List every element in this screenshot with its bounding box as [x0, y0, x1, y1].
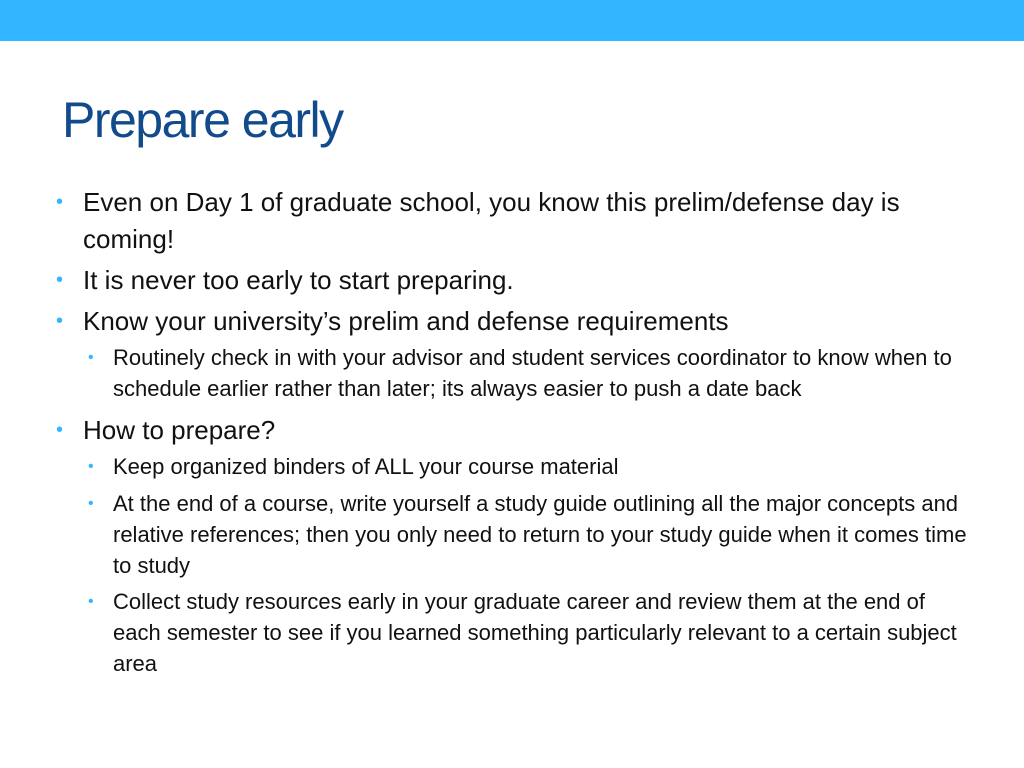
bullet-text: It is never too early to start preparing. [83, 265, 514, 295]
bullet-item [56, 262, 976, 299]
bullet-text: Even on Day 1 of graduate school, you know this prelim/defense day is coming! [83, 187, 900, 254]
bullet-item [56, 303, 976, 340]
bullet-dot-icon: • [56, 419, 64, 441]
sub-bullet-text: At the end of a course, write yourself a study guide outlining all the major concepts and relative references; then you only need to return to your study guide when it comes time to study [113, 491, 967, 578]
sub-bullet-text: Collect study resources early in your graduate career and review them at the end of each semester to see if you learned something particularly relevant to a certain subject area [113, 589, 957, 676]
sub-bullet-dot-icon: • [88, 593, 94, 610]
bullet-text: How to prepare? [83, 415, 276, 445]
bullet-dot-icon: • [56, 191, 64, 213]
sub-bullet-item [56, 342, 976, 404]
bullet-text: Know your university’s prelim and defense requirements [83, 306, 729, 336]
bullet-item [56, 412, 976, 449]
sub-bullet-dot-icon: • [88, 458, 94, 475]
sub-bullet-item [56, 586, 976, 679]
sub-bullet-dot-icon: • [88, 349, 94, 366]
top-accent-band [0, 0, 1024, 41]
bullet-dot-icon: • [56, 310, 64, 332]
bullet-list [56, 184, 976, 685]
bullet-dot-icon: • [56, 269, 64, 291]
sub-bullet-text: Keep organized binders of ALL your course material [113, 454, 619, 479]
sub-bullet-text: Routinely check in with your advisor and student services coordinator to know when to schedule earlier rather than later; its always easier to push a date back [113, 345, 952, 401]
sub-bullet-item [56, 488, 976, 581]
sub-bullet-dot-icon: • [88, 495, 94, 512]
sub-bullet-item [56, 451, 976, 482]
bullet-item [56, 184, 976, 258]
slide-title: Prepare early [62, 92, 343, 148]
